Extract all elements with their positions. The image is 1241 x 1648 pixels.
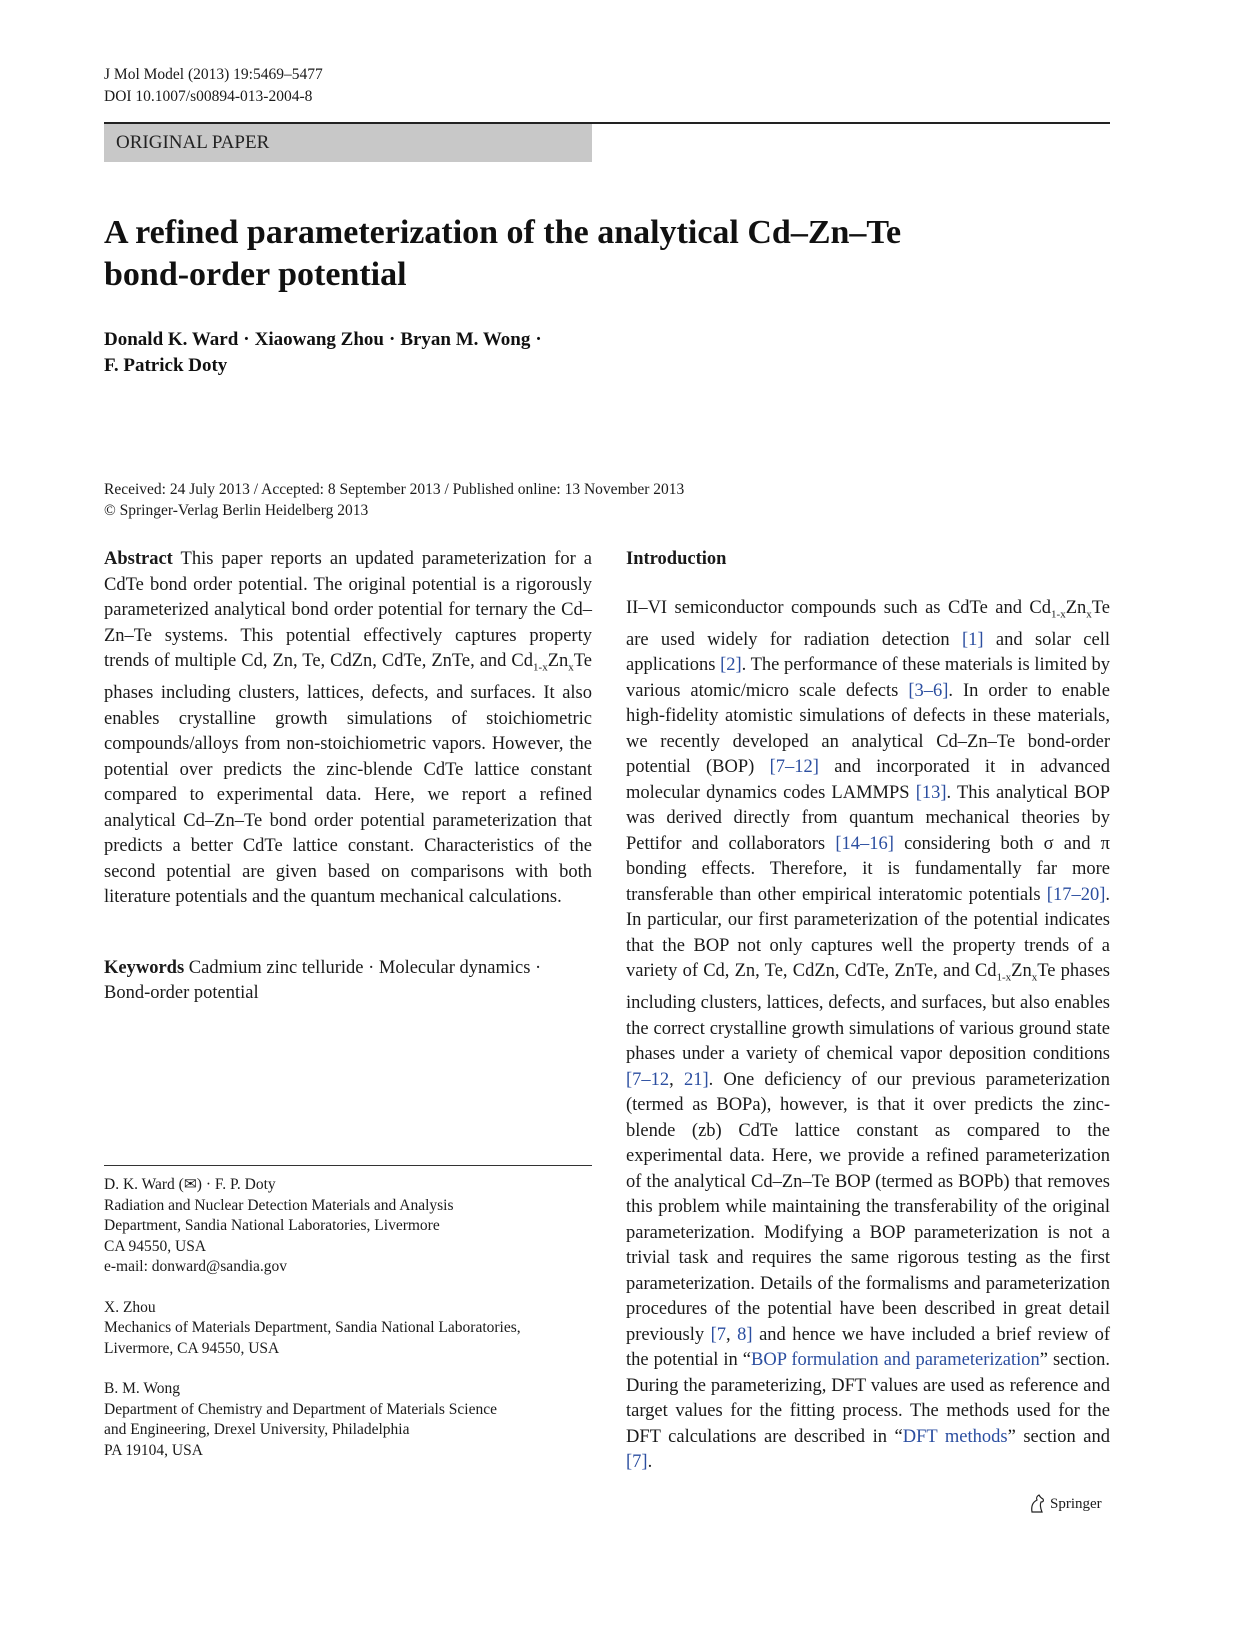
citation-link[interactable]: [13] bbox=[915, 782, 947, 803]
right-column bbox=[626, 547, 1110, 1476]
affiliation-rule bbox=[104, 1165, 592, 1166]
citation-link[interactable]: [1] bbox=[962, 629, 984, 650]
journal-meta bbox=[104, 64, 323, 108]
citation-link[interactable]: [7 bbox=[710, 1324, 727, 1345]
affiliation-wong: B. M. Wong Department of Chemistry and Department of Materials Science and Engineering, Drexel University, Philadelphia PA 19104, USA bbox=[104, 1380, 497, 1459]
citation-link[interactable]: [7–12 bbox=[626, 1069, 670, 1090]
paper-title: A refined parameterization of the analytical Cd–Zn–Te bond-order potential bbox=[104, 214, 902, 293]
publication-dates: Received: 24 July 2013 / Accepted: 8 September 2013 / Published online: 13 November 2013 © Springer-Verlag Berlin Heidelberg 2013 bbox=[104, 481, 685, 519]
keywords: Keywords Cadmium zinc telluride · Molecular dynamics · Bond-order potential bbox=[104, 957, 542, 1004]
doi: DOI 10.1007/s00894-013-2004-8 bbox=[104, 88, 313, 105]
author: Donald K. Ward bbox=[104, 329, 239, 350]
copyright: © Springer-Verlag Berlin Heidelberg 2013 bbox=[104, 502, 369, 519]
citation-link[interactable]: [7–12] bbox=[769, 757, 819, 778]
citation-link[interactable]: [3–6] bbox=[908, 680, 949, 701]
author: Xiaowang Zhou bbox=[254, 329, 384, 350]
email-link[interactable]: e-mail: donward@sandia.gov bbox=[104, 1258, 288, 1275]
citation-link[interactable]: 21] bbox=[683, 1069, 709, 1090]
springer-horse-icon bbox=[1028, 1494, 1046, 1514]
affiliation-zhou: X. Zhou Mechanics of Materials Department, Sandia National Laboratories, Livermore, CA 94550, USA bbox=[104, 1298, 521, 1357]
citation-link[interactable]: [2] bbox=[720, 655, 742, 676]
citation-link[interactable]: [17–20] bbox=[1046, 884, 1106, 905]
section-link-dft-methods[interactable]: DFT methods bbox=[902, 1426, 1008, 1447]
section-heading-introduction: Introduction bbox=[626, 549, 727, 569]
citation-link[interactable]: [14–16] bbox=[835, 833, 894, 854]
journal-citation: J Mol Model (2013) 19:5469–5477 bbox=[104, 66, 323, 83]
author: F. Patrick Doty bbox=[104, 355, 228, 376]
keywords-label: Keywords bbox=[104, 957, 185, 978]
publisher-name: Springer bbox=[1050, 1495, 1102, 1512]
left-column bbox=[104, 547, 592, 1007]
citation-link[interactable]: [7] bbox=[626, 1452, 648, 1473]
abstract: Abstract This paper reports an updated parameterization for a CdTe bond order potential. The original potential is a rigorously parameterized analytical bond order potential for ternary the Cd–Zn–Te systems. This potential effectively captures property trends of multiple Cd, Zn, Te, CdZn, CdTe, ZnTe, and $Cd_{1-x}Zn_xTe$ phases including clusters, lattices, defects, and surfaces. It also enables crystalline growth simulations of stoichiometric compounds/alloys from non-stoichiometric vapors. However, the potential over predicts the zinc-blende CdTe lattice constant compared to experimental data. Here, we report a refined analytical Cd–Zn–Te bond order potential parameterization that predicts a better CdTe lattice constant. Characteristics of the second potential are given based on comparisons with both literature potentials and the quantum mechanical calculations. bbox=[104, 549, 592, 908]
abstract-label: Abstract bbox=[104, 549, 173, 569]
citation-link[interactable]: 8] bbox=[737, 1324, 753, 1345]
introduction-body: II–VI semiconductor compounds such as CdTe and $Cd_{1-x}Zn_xTe$ are used widely for radiation detection [1] and solar cell applications [2]. The performance of these materials is limited by various atomic/micro scale defects [3–6]. In order to enable high-fidelity atomistic simulations of defects in these materials, we recently developed an analytical Cd–Zn–Te bond-order potential (BOP) [7–12] and incorporated it in advanced molecular dynamics codes LAMMPS [13]. This analytical BOP was derived directly from quantum mechanical theories by Pettifor and collaborators [14–16] considering both σ and π bonding effects. Therefore, it is fundamentally far more transferable than other empirical interatomic potentials [17–20]. In particular, our first parameterization of the potential indicates that the BOP not only captures well the property trends of a variety of Cd, Zn, Te, CdZn, CdTe, ZnTe, and $Cd_{1-x}Zn_xTe$ phases including clusters, lattices, defects, and surfaces, but also enables the correct crystalline growth simulations of various ground state phases under a variety of chemical vapor deposition conditions [7–12, 21]. One deficiency of our previous parameterization (termed as BOPa), however, is that it over predicts the zinc-blende (zb) CdTe lattice constant as compared to the experimental data. Here, we provide a refined parameterization of the analytical Cd–Zn–Te BOP (termed as BOPb) that removes this problem while maintaining the transferability of the original parameterization. Modifying a BOP parameterization is not a trivial task and requires the same rigorous testing as the first parameterization. Details of the formalisms and parameterization procedures of the potential have been described in great detail previously [7, 8] and hence we have included a brief review of the potential in “BOP formulation and parameterization” section. During the parameterizing, DFT values are used as reference and target values for the fitting process. The methods used for the DFT calculations are described in “DFT methods” section and [7]. bbox=[626, 597, 1111, 1473]
author: Bryan M. Wong bbox=[400, 329, 531, 350]
affiliation-ward: D. K. Ward (✉) · F. P. Doty Radiation and Nuclear Detection Materials and Analysis Department, Sandia National Laboratories, Livermore CA 94550, USA e-mail: donward@sandia.gov bbox=[104, 1175, 592, 1278]
article-type-banner: ORIGINAL PAPER bbox=[104, 124, 592, 162]
affiliations bbox=[104, 1175, 592, 1481]
publisher-footer bbox=[1028, 1494, 1102, 1514]
author-list: Donald K. Ward · Xiaowang Zhou · Bryan M. Wong · F. Patrick Doty bbox=[104, 329, 542, 376]
section-link-bop-formulation[interactable]: BOP formulation and parameterization bbox=[751, 1350, 1040, 1371]
